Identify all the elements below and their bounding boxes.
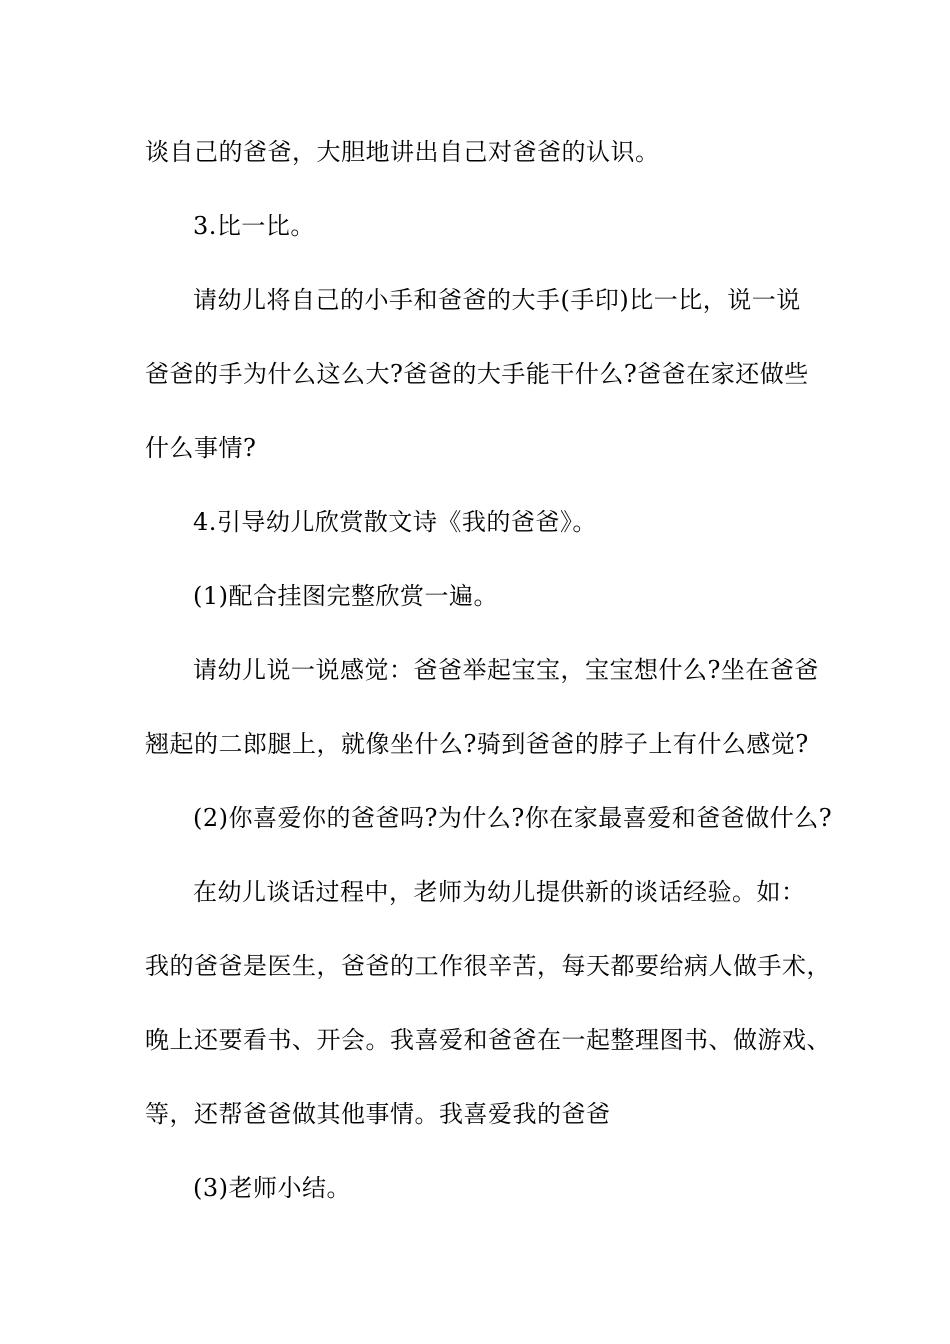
sub-item: (1)配合挂图完整欣赏一遍。: [193, 582, 498, 610]
paragraph-line: 爸爸的手为什么这么大?爸爸的大手能干什么?爸爸在家还做些: [145, 360, 809, 388]
paragraph-line: 请幼儿将自己的小手和爸爸的大手(手印)比一比，说一说: [193, 286, 801, 314]
paragraph-line: 翘起的二郎腿上，就像坐什么?骑到爸爸的脖子上有什么感觉?: [145, 730, 809, 758]
section-heading: 4.引导幼儿欣赏散文诗《我的爸爸》。: [193, 508, 597, 536]
paragraph-line: 等，还帮爸爸做其他事情。我喜爱我的爸爸: [145, 1100, 611, 1128]
section-heading: 3.比一比。: [193, 212, 315, 240]
paragraph-line: 什么事情?: [145, 434, 257, 462]
paragraph-line: 在幼儿谈话过程中，老师为幼儿提供新的谈话经验。如：: [193, 878, 806, 906]
sub-item: (3)老师小结。: [193, 1174, 351, 1202]
paragraph-line: 我的爸爸是医生，爸爸的工作很辛苦，每天都要给病人做手术，: [145, 952, 831, 980]
paragraph-line: 晚上还要看书、开会。我喜爱和爸爸在一起整理图书、做游戏、: [145, 1026, 831, 1054]
sub-item: (2)你喜爱你的爸爸吗?为什么?你在家最喜爱和爸爸做什么?: [193, 804, 833, 832]
paragraph-line: 请幼儿说一说感觉：爸爸举起宝宝，宝宝想什么?坐在爸爸: [193, 656, 819, 684]
paragraph-line: 谈自己的爸爸，大胆地讲出自己对爸爸的认识。: [145, 138, 660, 166]
